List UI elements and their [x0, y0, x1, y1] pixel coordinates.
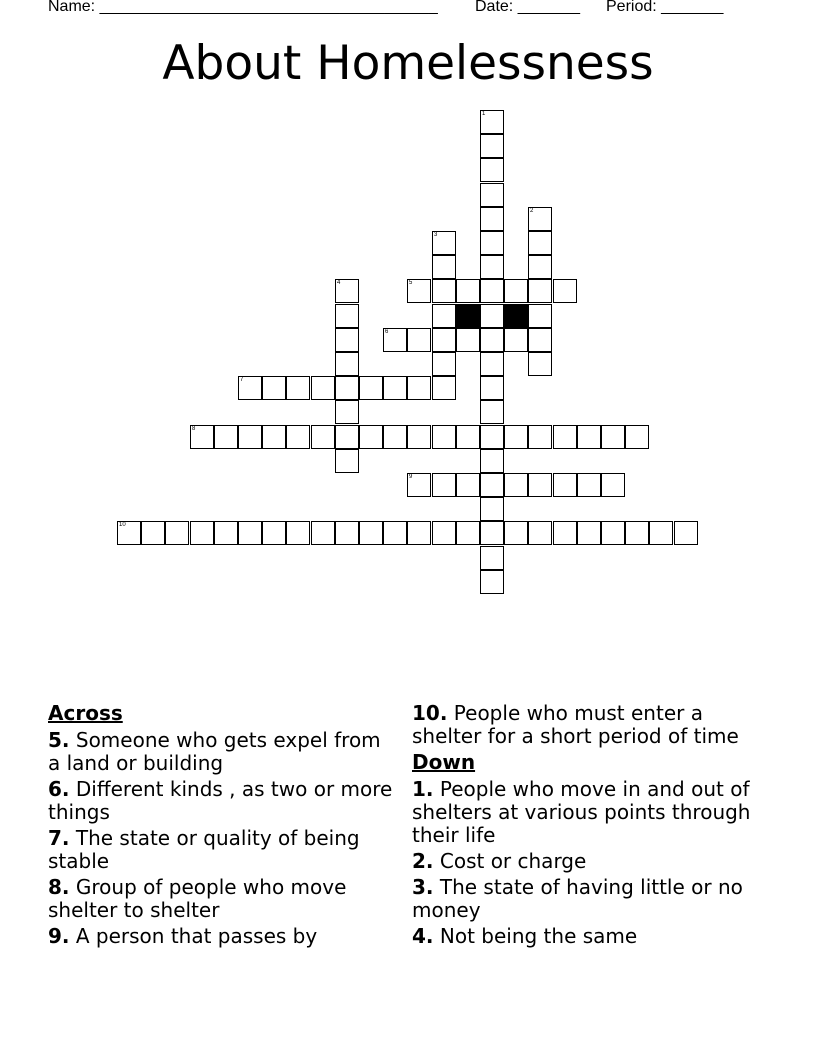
crossword-cell[interactable] [601, 425, 625, 449]
crossword-cell[interactable] [165, 521, 189, 545]
down-clue-3 [412, 876, 772, 922]
clue-text: Not being the same [439, 924, 638, 948]
crossword-cell[interactable] [480, 255, 504, 279]
crossword-cell[interactable] [480, 279, 504, 303]
crossword-cell[interactable] [480, 134, 504, 158]
crossword-cell[interactable] [238, 425, 262, 449]
crossword-cell[interactable] [528, 352, 552, 376]
date-field-label: Date: _______ [475, 0, 580, 15]
crossword-cell[interactable] [456, 425, 480, 449]
clue-number: 1. [412, 777, 434, 801]
clue-number-label: 7 [240, 377, 244, 383]
crossword-cell[interactable] [359, 521, 383, 545]
crossword-cell[interactable] [359, 376, 383, 400]
clue-text: Cost or charge [439, 849, 587, 873]
clues-right-column [412, 702, 772, 951]
crossword-cell[interactable] [286, 376, 310, 400]
crossword-cell[interactable] [432, 376, 456, 400]
down-heading: Down [412, 750, 476, 774]
crossword-cell[interactable] [432, 352, 456, 376]
crossword-cell[interactable] [190, 425, 214, 449]
crossword-cell[interactable] [335, 279, 359, 303]
crossword-cell[interactable] [407, 425, 431, 449]
crossword-cell[interactable] [286, 521, 310, 545]
crossword-cell[interactable] [528, 279, 552, 303]
crossword-cell[interactable] [311, 425, 335, 449]
crossword-cell[interactable] [649, 521, 673, 545]
crossword-cell[interactable] [335, 304, 359, 328]
crossword-cell[interactable] [480, 352, 504, 376]
crossword-cell[interactable] [335, 449, 359, 473]
clue-number-label: 9 [409, 474, 413, 480]
crossword-cell[interactable] [407, 376, 431, 400]
clue-number-label: 5 [409, 280, 413, 286]
clue-number: 10. [412, 701, 448, 725]
crossword-cell[interactable] [311, 521, 335, 545]
crossword-cell[interactable] [674, 521, 698, 545]
crossword-cell[interactable] [407, 328, 431, 352]
clue-text: People who must enter a shelter for a short period of time [412, 701, 739, 748]
crossword-cell[interactable] [480, 376, 504, 400]
crossword-cell[interactable] [480, 231, 504, 255]
across-clue-5 [48, 729, 398, 775]
crossword-cell[interactable] [601, 521, 625, 545]
clue-number-label: 8 [192, 426, 196, 432]
crossword-cell[interactable] [480, 207, 504, 231]
down-clue-4 [412, 925, 772, 948]
crossword-cell[interactable] [432, 304, 456, 328]
crossword-black-square [504, 304, 528, 328]
crossword-cell[interactable] [480, 570, 504, 594]
clue-text: The state or quality of being stable [48, 826, 360, 873]
crossword-cell[interactable] [504, 328, 528, 352]
crossword-cell[interactable] [359, 425, 383, 449]
clue-number-label: 4 [337, 280, 341, 286]
crossword-cell[interactable] [480, 425, 504, 449]
period-field-label: Period: _______ [606, 0, 724, 15]
clue-number: 7. [48, 826, 70, 850]
crossword-cell[interactable] [480, 521, 504, 545]
down-clue-1 [412, 778, 772, 847]
clues-left-column [48, 702, 398, 951]
crossword-cell[interactable] [432, 255, 456, 279]
crossword-cell[interactable] [577, 425, 601, 449]
crossword-cell[interactable] [577, 473, 601, 497]
crossword-cell[interactable] [480, 449, 504, 473]
crossword-cell[interactable] [383, 521, 407, 545]
crossword-cell[interactable] [553, 521, 577, 545]
clue-number: 9. [48, 924, 70, 948]
clue-text: Different kinds , as two or more things [48, 777, 393, 824]
crossword-cell[interactable] [432, 473, 456, 497]
crossword-cell[interactable] [432, 521, 456, 545]
crossword-cell[interactable] [407, 279, 431, 303]
crossword-cell[interactable] [528, 231, 552, 255]
clue-number: 3. [412, 875, 434, 899]
crossword-cell[interactable] [238, 521, 262, 545]
crossword-cell[interactable] [286, 425, 310, 449]
clue-number-label: 2 [530, 208, 534, 214]
crossword-cell[interactable] [528, 207, 552, 231]
clue-number: 8. [48, 875, 70, 899]
crossword-cell[interactable] [190, 521, 214, 545]
crossword-cell[interactable] [528, 473, 552, 497]
crossword-cell[interactable] [480, 400, 504, 424]
crossword-cell[interactable] [407, 473, 431, 497]
crossword-cell[interactable] [335, 352, 359, 376]
crossword-cell[interactable] [480, 110, 504, 134]
crossword-cell[interactable] [262, 521, 286, 545]
clue-number-label: 1 [482, 111, 486, 117]
crossword-cell[interactable] [335, 521, 359, 545]
crossword-cell[interactable] [528, 304, 552, 328]
crossword-cell[interactable] [262, 425, 286, 449]
crossword-cell[interactable] [383, 328, 407, 352]
crossword-cell[interactable] [480, 497, 504, 521]
crossword-cell[interactable] [335, 425, 359, 449]
crossword-cell[interactable] [335, 328, 359, 352]
clue-text: A person that passes by [75, 924, 318, 948]
crossword-cell[interactable] [432, 279, 456, 303]
crossword-cell[interactable] [311, 376, 335, 400]
crossword-cell[interactable] [528, 425, 552, 449]
clue-number-label: 3 [434, 232, 438, 238]
crossword-cell[interactable] [480, 328, 504, 352]
across-clue-10 [412, 702, 772, 748]
crossword-cell[interactable] [456, 473, 480, 497]
crossword-cell[interactable] [117, 521, 141, 545]
crossword-cell[interactable] [480, 183, 504, 207]
crossword-cell[interactable] [456, 279, 480, 303]
crossword-cell[interactable] [504, 521, 528, 545]
crossword-cell[interactable] [432, 328, 456, 352]
crossword-cell[interactable] [238, 376, 262, 400]
clue-number: 2. [412, 849, 434, 873]
crossword-cell[interactable] [528, 521, 552, 545]
crossword-cell[interactable] [625, 521, 649, 545]
crossword-cell[interactable] [335, 400, 359, 424]
across-clue-7 [48, 827, 398, 873]
crossword-cell[interactable] [456, 328, 480, 352]
crossword-cell[interactable] [528, 328, 552, 352]
crossword-cell[interactable] [383, 425, 407, 449]
crossword-cell[interactable] [504, 473, 528, 497]
crossword-cell[interactable] [383, 376, 407, 400]
clue-text: Someone who gets expel from a land or building [48, 728, 381, 775]
crossword-cell[interactable] [601, 473, 625, 497]
crossword-cell[interactable] [528, 255, 552, 279]
clue-number: 4. [412, 924, 434, 948]
clue-number: 6. [48, 777, 70, 801]
crossword-cell[interactable] [456, 521, 480, 545]
crossword-cell[interactable] [480, 158, 504, 182]
crossword-cell[interactable] [577, 521, 601, 545]
crossword-cell[interactable] [407, 521, 431, 545]
crossword-cell[interactable] [553, 279, 577, 303]
clue-number: 5. [48, 728, 70, 752]
clue-number-label: 6 [385, 329, 389, 335]
crossword-cell[interactable] [480, 304, 504, 328]
crossword-cell[interactable] [504, 425, 528, 449]
clue-text: The state of having little or no money [412, 875, 743, 922]
crossword-cell[interactable] [553, 473, 577, 497]
across-clue-9 [48, 925, 398, 948]
crossword-cell[interactable] [141, 521, 165, 545]
crossword-black-square [456, 304, 480, 328]
clue-text: People who move in and out of shelters at various points through their life [412, 777, 751, 847]
name-field-label: Name: ______________________________________ [48, 0, 438, 15]
crossword-cell[interactable] [625, 425, 649, 449]
crossword-cell[interactable] [214, 521, 238, 545]
crossword-cell[interactable] [480, 473, 504, 497]
down-clue-2 [412, 850, 772, 873]
across-clue-8 [48, 876, 398, 922]
crossword-cell[interactable] [553, 425, 577, 449]
crossword-cell[interactable] [432, 425, 456, 449]
crossword-cell[interactable] [432, 231, 456, 255]
crossword-cell[interactable] [335, 376, 359, 400]
crossword-cell[interactable] [214, 425, 238, 449]
crossword-cell[interactable] [480, 546, 504, 570]
clue-number-label: 10 [119, 522, 126, 528]
across-heading: Across [48, 701, 123, 725]
crossword-cell[interactable] [504, 279, 528, 303]
clue-text: Group of people who move shelter to shelter [48, 875, 347, 922]
page-title: About Homelessness [162, 36, 654, 91]
across-clue-6 [48, 778, 398, 824]
crossword-cell[interactable] [262, 376, 286, 400]
